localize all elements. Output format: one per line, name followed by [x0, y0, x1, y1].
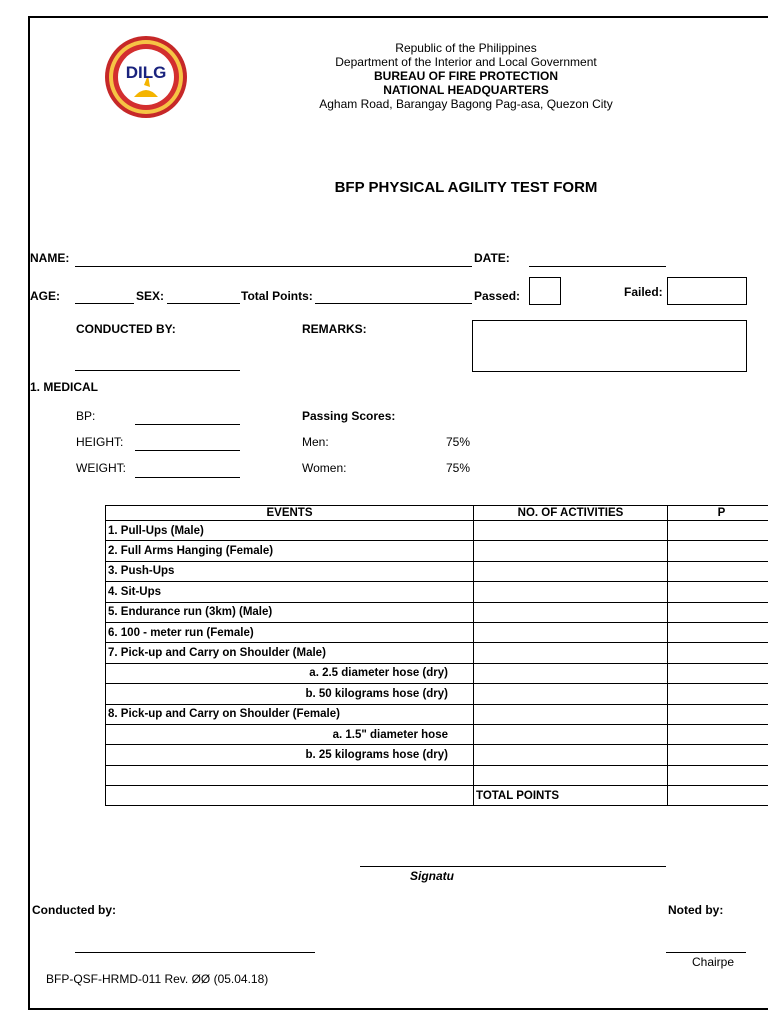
table-row [106, 765, 768, 785]
header-line-address: Agham Road, Barangay Bagong Pag-asa, Quezon City [319, 97, 613, 111]
points-cell[interactable] [668, 622, 768, 642]
remarks-box[interactable] [472, 320, 747, 372]
points-cell[interactable] [668, 704, 768, 724]
logo-text: DILG [125, 63, 167, 82]
points-cell[interactable] [668, 521, 768, 541]
total-points-row [106, 786, 768, 806]
total-points-cell[interactable] [668, 786, 768, 806]
table-row [106, 541, 768, 561]
table-row [106, 643, 768, 663]
passed-label: Passed: [474, 289, 521, 303]
name-label: NAME: [30, 251, 70, 265]
activities-cell[interactable] [474, 643, 668, 663]
date-label: DATE: [474, 251, 510, 265]
sex-label: SEX: [136, 289, 165, 303]
weight-label: WEIGHT: [76, 461, 126, 475]
total-points-field[interactable] [315, 303, 472, 304]
weight-field[interactable] [135, 477, 240, 478]
event-name-cell: 6. 100 - meter run (Female) [106, 622, 474, 642]
bp-label: BP: [76, 409, 96, 423]
table-row [106, 602, 768, 622]
date-field[interactable] [529, 266, 666, 267]
signature-line[interactable] [360, 866, 666, 867]
event-name-cell: 2. Full Arms Hanging (Female) [106, 541, 474, 561]
conducted-by-label: CONDUCTED BY: [76, 322, 176, 336]
points-cell[interactable] [668, 765, 768, 785]
table-row [106, 582, 768, 602]
header-line-bureau: BUREAU OF FIRE PROTECTION [373, 69, 558, 83]
table-row [106, 561, 768, 581]
header-line-hq: NATIONAL HEADQUARTERS [383, 83, 549, 97]
table-row [106, 745, 768, 765]
points-cell[interactable] [668, 684, 768, 704]
points-cell[interactable] [668, 541, 768, 561]
activities-cell[interactable] [474, 541, 668, 561]
total-empty-cell [106, 786, 474, 806]
points-header: P [668, 506, 768, 521]
activities-cell[interactable] [474, 622, 668, 642]
women-label: Women: [302, 461, 347, 475]
height-label: HEIGHT: [76, 435, 124, 449]
noted-by-signature-line[interactable] [666, 952, 746, 953]
table-row [106, 704, 768, 724]
table-header-row [106, 506, 768, 521]
event-name-cell: 3. Push-Ups [106, 561, 474, 581]
document-code: BFP-QSF-HRMD-011 Rev. ØØ (05.04.18) [46, 972, 269, 986]
activities-cell[interactable] [474, 521, 668, 541]
signature-label: Signatu [410, 869, 454, 883]
chairperson-label: Chairpe [692, 955, 735, 969]
activities-cell[interactable] [474, 765, 668, 785]
header-line-department: Department of the Interior and Local Government [335, 55, 597, 69]
remarks-label: REMARKS: [302, 322, 367, 336]
event-name-cell [106, 765, 474, 785]
points-cell[interactable] [668, 602, 768, 622]
conducted-by-signature-line[interactable] [75, 952, 315, 953]
height-field[interactable] [135, 450, 240, 451]
table-row [106, 724, 768, 744]
event-name-cell: b. 25 kilograms hose (dry) [106, 745, 474, 765]
table-row [106, 521, 768, 541]
passing-scores-label: Passing Scores: [302, 409, 396, 423]
event-name-cell: 8. Pick-up and Carry on Shoulder (Female) [106, 704, 474, 724]
header-line-republic: Republic of the Philippines [395, 41, 537, 55]
table-row [106, 622, 768, 642]
event-name-cell: 4. Sit-Ups [106, 582, 474, 602]
total-points-label-cell: TOTAL POINTS [474, 786, 668, 806]
men-label: Men: [302, 435, 329, 449]
activities-cell[interactable] [474, 582, 668, 602]
event-name-cell: a. 1.5" diameter hose [106, 724, 474, 744]
form-title: BFP PHYSICAL AGILITY TEST FORM [334, 179, 598, 196]
event-name-cell: b. 50 kilograms hose (dry) [106, 684, 474, 704]
medical-heading: 1. MEDICAL [30, 380, 99, 394]
women-score: 75% [446, 461, 471, 475]
table-row [106, 684, 768, 704]
activities-cell[interactable] [474, 745, 668, 765]
dilg-logo [104, 35, 188, 119]
points-cell[interactable] [668, 663, 768, 683]
conducted-by-footer-label: Conducted by: [32, 903, 116, 917]
activities-cell[interactable] [474, 684, 668, 704]
bp-field[interactable] [135, 424, 240, 425]
activities-cell[interactable] [474, 602, 668, 622]
event-name-cell: 7. Pick-up and Carry on Shoulder (Male) [106, 643, 474, 663]
activities-cell[interactable] [474, 561, 668, 581]
name-field[interactable] [75, 266, 472, 267]
sex-field[interactable] [167, 303, 240, 304]
points-cell[interactable] [668, 561, 768, 581]
failed-label: Failed: [624, 285, 663, 299]
events-header: EVENTS [106, 506, 474, 521]
activities-cell[interactable] [474, 704, 668, 724]
age-label: AGE: [30, 289, 60, 303]
activities-header: NO. OF ACTIVITIES [474, 506, 668, 521]
activities-cell[interactable] [474, 663, 668, 683]
agency-header [300, 41, 632, 111]
event-name-cell: a. 2.5 diameter hose (dry) [106, 663, 474, 683]
points-cell[interactable] [668, 724, 768, 744]
event-name-cell: 1. Pull-Ups (Male) [106, 521, 474, 541]
table-row [106, 663, 768, 683]
points-cell[interactable] [668, 582, 768, 602]
activities-cell[interactable] [474, 724, 668, 744]
total-points-label: Total Points: [241, 289, 313, 303]
passed-checkbox[interactable] [529, 277, 561, 305]
points-cell[interactable] [668, 643, 768, 663]
event-name-cell: 5. Endurance run (3km) (Male) [106, 602, 474, 622]
men-score: 75% [446, 435, 471, 449]
noted-by-label: Noted by: [668, 903, 724, 917]
events-table [105, 505, 768, 806]
age-field[interactable] [75, 303, 134, 304]
failed-checkbox[interactable] [667, 277, 747, 305]
points-cell[interactable] [668, 745, 768, 765]
conducted-by-field[interactable] [75, 370, 240, 371]
